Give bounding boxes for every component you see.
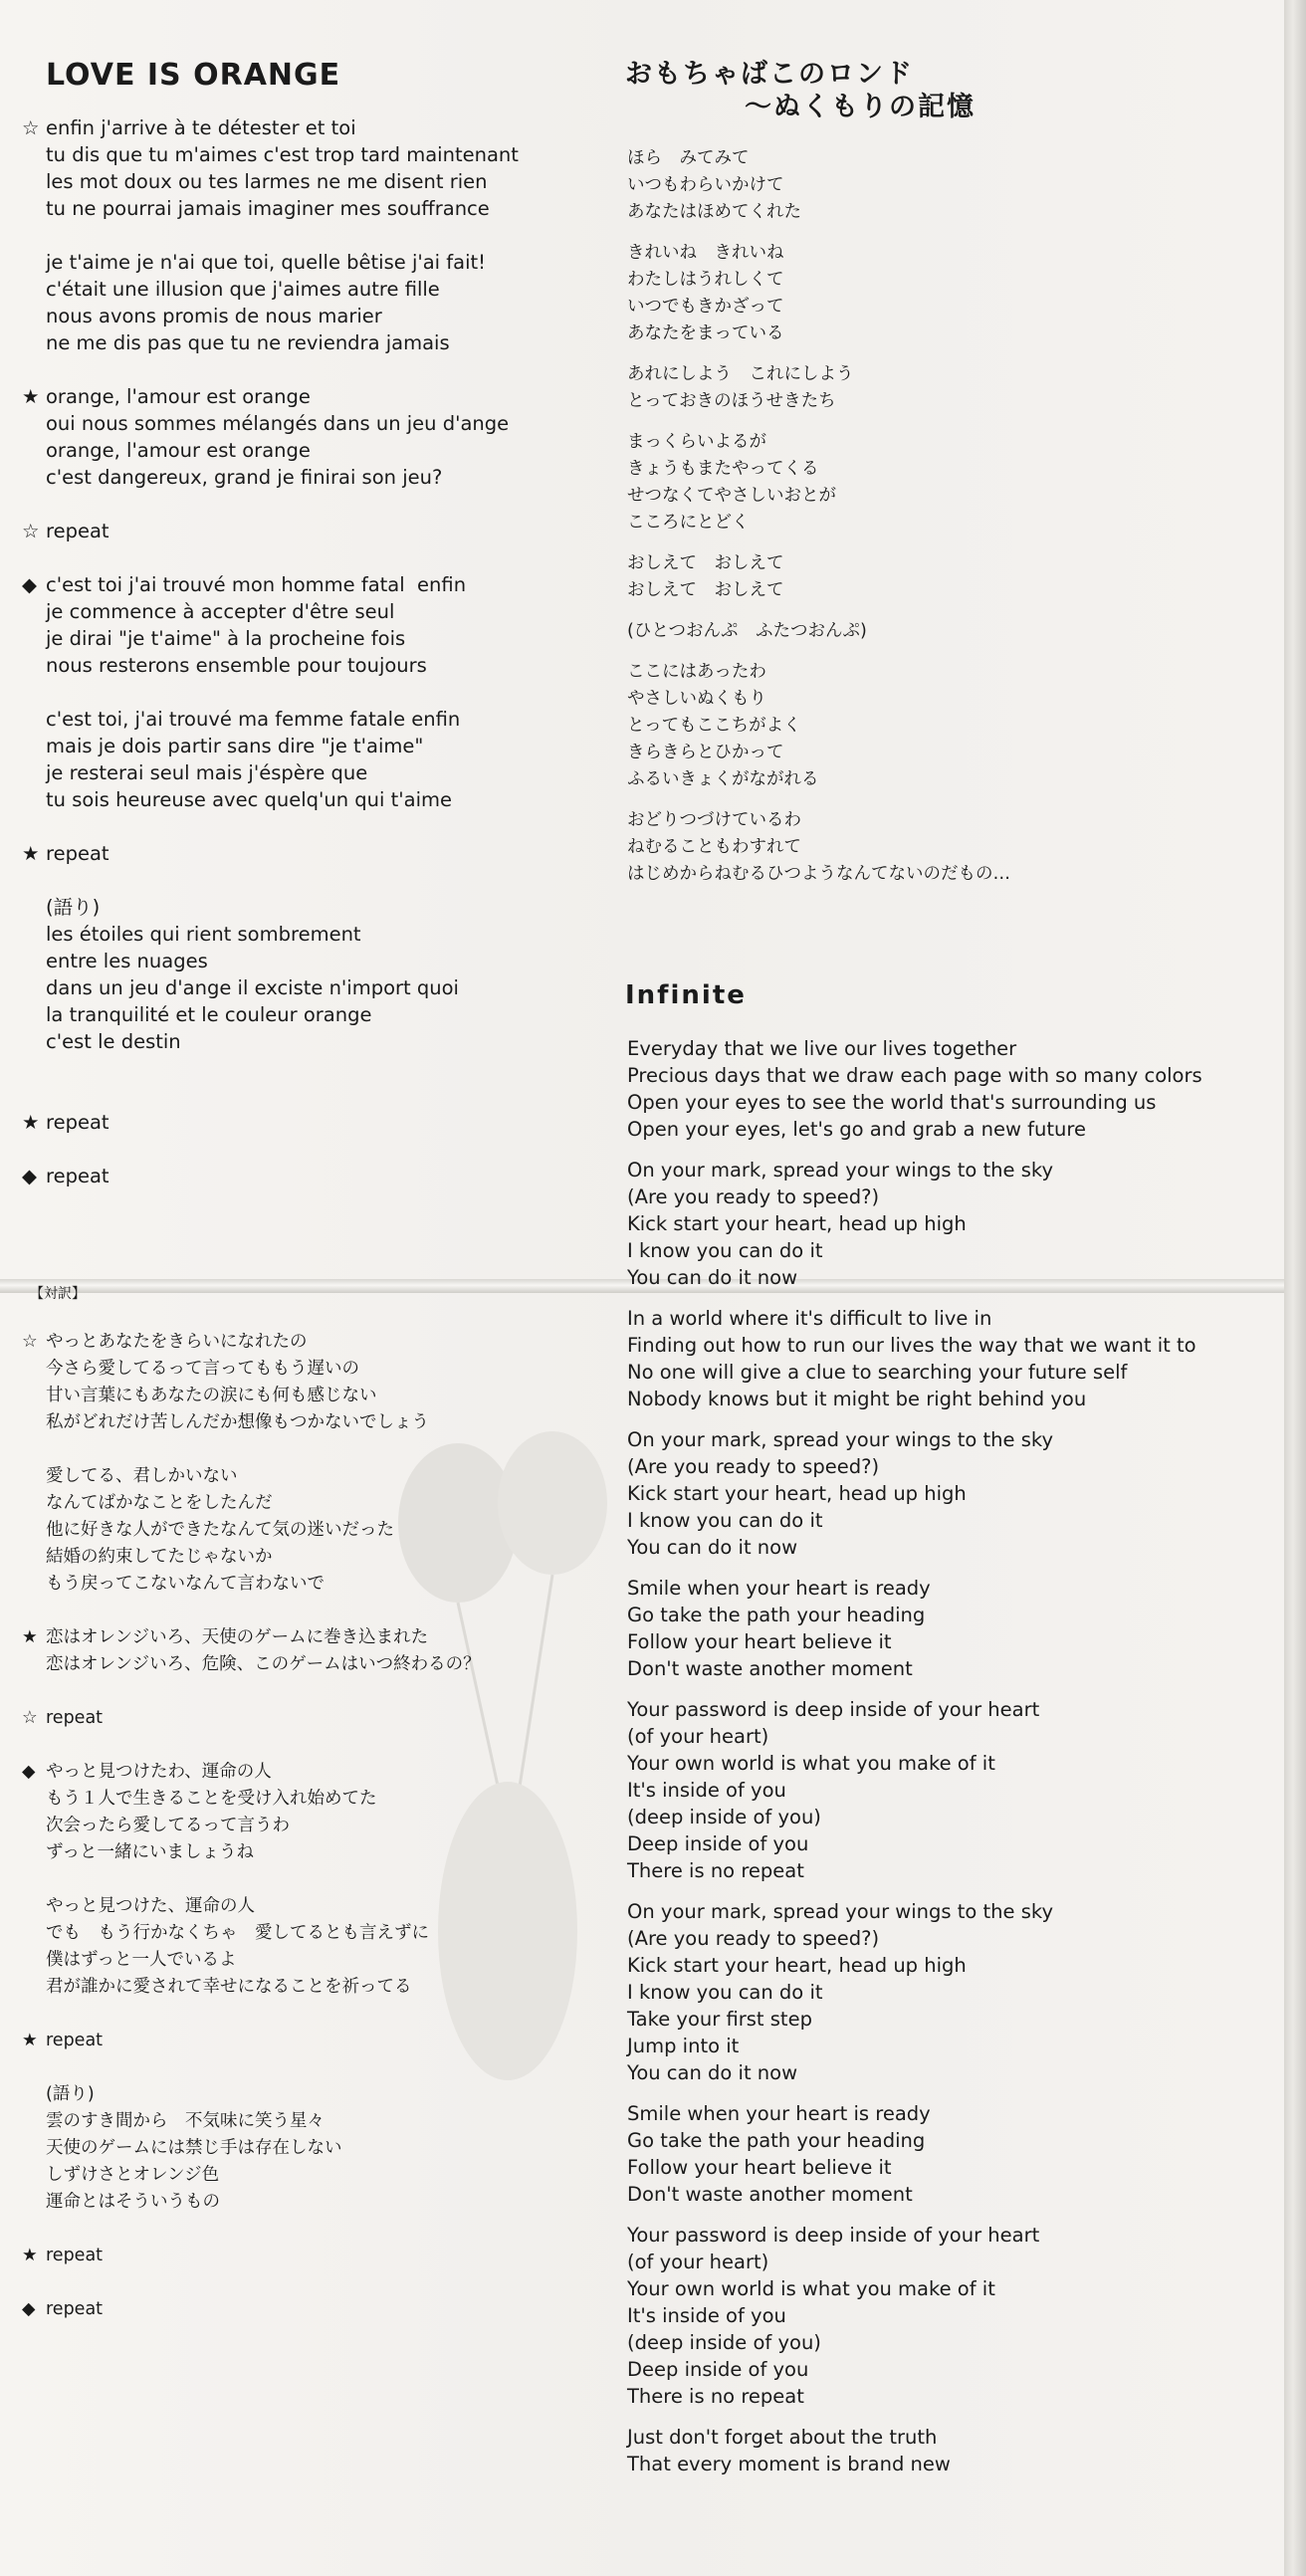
lyric-text: でも もう行かなくちゃ 愛してるとも言えずに — [46, 1923, 429, 1943]
lyric-line — [22, 840, 589, 867]
lyric-line: Don't waste another moment — [627, 1657, 913, 1680]
translation-lyrics — [22, 1329, 599, 2323]
lyric-line — [22, 1678, 599, 1705]
lyric-line — [627, 1413, 1274, 1427]
lyric-text: 他に好きな人ができたなんて気の迷いだった — [46, 1520, 394, 1540]
lyric-text: repeat — [46, 2246, 104, 2265]
section-marker: ☆ — [22, 1708, 38, 1728]
lyric-line — [627, 1683, 1274, 1697]
lyric-line: いつでもきかざって — [627, 297, 784, 317]
lyric-line — [22, 1028, 589, 1055]
lyric-line: おしえて おしえて — [627, 580, 784, 600]
lyric-line — [22, 1163, 589, 1189]
lyric-line — [22, 1920, 599, 1947]
lyric-line: Take your first step — [627, 2008, 812, 2031]
lyric-line — [22, 2054, 599, 2081]
lyric-line: Your password is deep inside of your heart — [627, 2224, 1040, 2247]
lyric-text: les mot doux ou tes larmes ne me disent rien — [46, 170, 488, 193]
lyric-line — [22, 2269, 599, 2296]
section-marker: ◆ — [22, 1762, 36, 1782]
lyric-line: はじめからねむるひつようなんてないのだもの… — [627, 864, 1010, 884]
lyric-line: Don't waste another moment — [627, 2183, 913, 2206]
lyric-line: Precious days that we draw each page with so many colors — [627, 1064, 1202, 1087]
lyric-line — [22, 974, 589, 1001]
lyric-line: Follow your heart believe it — [627, 1630, 892, 1653]
lyric-line: せつなくてやさしいおとが — [627, 486, 836, 506]
lyric-line: ここにはあったわ — [627, 662, 766, 682]
lyric-line — [22, 1624, 599, 1651]
lyric-line — [22, 733, 589, 759]
lyric-text: 結婚の約束してたじゃないか — [46, 1547, 273, 1567]
lyric-line: Nobody knows but it might be right behind you — [627, 1388, 1087, 1410]
lyric-line — [22, 894, 589, 921]
lyric-line: You can do it now — [627, 1536, 798, 1559]
lyric-line: やさしいぬくもり — [627, 689, 766, 709]
lyric-line — [22, 437, 589, 464]
lyric-line: On your mark, spread your wings to the sky — [627, 1159, 1054, 1181]
lyric-text: 愛してる、君しかいない — [46, 1466, 238, 1486]
lyric-text: やっと見つけた、運命の人 — [46, 1896, 255, 1916]
lyric-line: こころにとどく — [627, 513, 750, 533]
lyric-line — [22, 1947, 599, 1974]
lyric-text: tu sois heureuse avec quelq'un qui t'aime — [46, 788, 453, 811]
lyric-line — [22, 1136, 589, 1163]
lyric-text: tu ne pourrai jamais imaginer mes souffrance — [46, 197, 490, 220]
lyric-line — [22, 222, 589, 249]
lyric-text: c'est toi j'ai trouvé mon homme fatal enfin — [46, 573, 467, 596]
lyric-line: (Are you ready to speed?) — [627, 1455, 880, 1478]
lyric-line — [22, 356, 589, 383]
section-marker: ☆ — [22, 520, 40, 542]
lyric-line — [22, 464, 589, 491]
lyric-line: Open your eyes to see the world that's surrounding us — [627, 1091, 1157, 1114]
lyric-text: なんてばかなことをしたんだ — [46, 1493, 273, 1513]
lyric-line: (Are you ready to speed?) — [627, 1185, 880, 1208]
lyric-line — [22, 1001, 589, 1028]
lyric-text: enfin j'arrive à te détester et toi — [46, 116, 356, 139]
lyric-line — [627, 2209, 1274, 2223]
lyric-line: (of your heart) — [627, 2251, 769, 2273]
lyric-line — [22, 1705, 599, 1732]
lyric-line — [22, 2189, 599, 2216]
lyric-line: Everyday that we live our lives together — [627, 1037, 1017, 1060]
lyric-line — [22, 1082, 589, 1109]
lyric-text: 恋はオレンジいろ、天使のゲームに巻き込まれた — [46, 1627, 429, 1647]
love-is-orange-title: LOVE IS ORANGE — [46, 58, 341, 93]
lyric-line: Smile when your heart is ready — [627, 2102, 931, 2125]
lyric-text: もう１人で生きることを受け入れ始めてた — [46, 1789, 377, 1809]
lyric-line: You can do it now — [627, 1266, 798, 1289]
lyric-line — [22, 2081, 599, 2108]
lyric-line — [22, 168, 589, 195]
lyric-line — [22, 1974, 599, 2001]
lyric-text: tu dis que tu m'aimes c'est trop tard maintenant — [46, 143, 519, 166]
lyric-line: On your mark, spread your wings to the sky — [627, 1900, 1054, 1923]
lyric-line: あなたはほめてくれた — [627, 202, 801, 222]
lyric-line — [22, 491, 589, 518]
lyric-line: ふるいきょくがながれる — [627, 769, 819, 789]
lyric-text: repeat — [46, 1111, 109, 1134]
lyric-line — [22, 706, 589, 733]
lyric-text: entre les nuages — [46, 950, 208, 972]
section-marker: ★ — [22, 1111, 40, 1134]
lyric-text: orange, l'amour est orange — [46, 439, 311, 462]
lyric-text: repeat — [46, 2299, 104, 2319]
lyric-line: Follow your heart believe it — [627, 2156, 892, 2179]
lyric-line — [22, 2001, 599, 2028]
lyric-line — [22, 1651, 599, 1678]
lyric-line — [22, 1893, 599, 1920]
infinite-title: Infinite — [625, 980, 747, 1010]
omocha-title — [625, 58, 976, 123]
lyric-line: Your password is deep inside of your heart — [627, 1698, 1040, 1721]
lyric-line: There is no repeat — [627, 1859, 804, 1882]
lyric-line — [627, 415, 1244, 429]
paper-edge — [1284, 0, 1306, 2576]
lyric-line — [22, 276, 589, 303]
lyric-text: la tranquilité et le couleur orange — [46, 1003, 372, 1026]
lyric-line: (deep inside of you) — [627, 1806, 821, 1828]
lyric-line — [22, 1436, 599, 1463]
lyric-line: あなたをまっている — [627, 323, 784, 343]
lyric-line — [22, 410, 589, 437]
lyric-line: Go take the path your heading — [627, 2129, 926, 2152]
lyric-line: Go take the path your heading — [627, 1604, 926, 1626]
lyric-line: I know you can do it — [627, 1239, 823, 1262]
lyric-line: No one will give a clue to searching your future self — [627, 1361, 1128, 1384]
lyric-text: c'est le destin — [46, 1030, 181, 1053]
lyric-line — [22, 867, 589, 894]
lyric-line: You can do it now — [627, 2061, 798, 2084]
lyric-line: In a world where it's difficult to live in — [627, 1307, 992, 1330]
lyric-text: c'était une illusion que j'aimes autre fille — [46, 278, 440, 301]
lyric-text: c'est toi, j'ai trouvé ma femme fatale enfin — [46, 708, 461, 731]
lyric-line: Open your eyes, let's go and grab a new future — [627, 1118, 1086, 1141]
lyric-text: 運命とはそういうもの — [46, 2192, 220, 2212]
lyric-text: repeat — [46, 520, 109, 542]
lyric-text: (語り) — [46, 896, 101, 919]
lyric-line — [22, 383, 589, 410]
lyric-line: (ひとつおんぷ ふたつおんぷ) — [627, 621, 867, 641]
lyric-line — [22, 759, 589, 786]
lyric-line — [22, 2216, 599, 2243]
lyric-line: It's inside of you — [627, 1779, 786, 1802]
lyric-text: もう戻ってこないなんて言わないで — [46, 1574, 325, 1594]
lyric-line: きれいね きれいね — [627, 243, 784, 263]
lyric-text: oui nous sommes mélangés dans un jeu d'ange — [46, 412, 510, 435]
lyric-line: とってもここちがよく — [627, 716, 801, 736]
lyric-line — [22, 1517, 599, 1544]
lyric-line: There is no repeat — [627, 2385, 804, 2408]
lyric-line: Finding out how to run our lives the way that we want it to — [627, 1334, 1197, 1357]
lyric-line: I know you can do it — [627, 1981, 823, 2004]
lyric-line — [22, 1109, 589, 1136]
lyric-line: That every moment is brand new — [627, 2453, 951, 2475]
lyric-line — [22, 948, 589, 974]
lyric-line: Just don't forget about the truth — [627, 2426, 938, 2449]
infinite-lyrics — [627, 1036, 1274, 2478]
lyric-line: Deep inside of you — [627, 1832, 809, 1855]
section-marker: ◆ — [22, 1165, 37, 1187]
lyric-text: 君が誰かに愛されて幸せになることを祈ってる — [46, 1977, 412, 1997]
lyric-line — [627, 537, 1244, 550]
lyric-line — [627, 604, 1244, 618]
omocha-lyrics — [627, 145, 1244, 888]
lyric-line — [22, 1732, 599, 1759]
lyric-text: orange, l'amour est orange — [46, 385, 311, 408]
lyric-line: きょうもまたやってくる — [627, 459, 819, 479]
lyric-line — [22, 544, 589, 571]
section-marker: ☆ — [22, 116, 40, 139]
lyric-text: je t'aime je n'ai que toi, quelle bêtise j'ai fait! — [46, 251, 486, 274]
section-marker: ☆ — [22, 1332, 38, 1352]
lyric-line — [22, 813, 589, 840]
lyric-text: 私がどれだけ苦しんだか想像もつかないでしょう — [46, 1412, 429, 1432]
lyric-line — [22, 2296, 599, 2323]
lyric-line: きらきらとひかって — [627, 743, 784, 762]
lyric-line — [22, 195, 589, 222]
lyric-text: repeat — [46, 2031, 104, 2050]
lyric-text: nous resterons ensemble pour toujours — [46, 654, 427, 677]
lyric-text: les étoiles qui rient sombrement — [46, 923, 361, 946]
lyric-text: repeat — [46, 1708, 104, 1728]
lyric-line: いつもわらいかけて — [627, 175, 784, 195]
lyric-line: とっておきのほうせきたち — [627, 391, 836, 411]
lyric-text: 雲のすき間から 不気味に笑う星々 — [46, 2111, 325, 2131]
translation-label: 【対訳】 — [30, 1286, 86, 1302]
lyric-line — [22, 249, 589, 276]
lyric-line — [22, 1544, 599, 1571]
lyric-line: (deep inside of you) — [627, 2331, 821, 2354]
lyric-line: (of your heart) — [627, 1725, 769, 1748]
lyric-line — [627, 645, 1244, 659]
lyric-line — [22, 1571, 599, 1598]
lyric-text: 僕はずっと一人でいるよ — [46, 1950, 237, 1970]
lyric-line: おどりつづけているわ — [627, 810, 801, 830]
lyric-line: (Are you ready to speed?) — [627, 1927, 880, 1950]
omocha-title-line-1: おもちゃばこのロンド — [625, 59, 914, 90]
section-marker: ★ — [22, 385, 40, 408]
lyric-line — [22, 2108, 599, 2135]
lyric-line — [627, 1885, 1274, 1899]
lyric-line — [22, 1055, 589, 1082]
omocha-title-line-2: 〜ぬくもりの記憶 — [745, 92, 976, 122]
lyric-line: あれにしよう これにしよう — [627, 364, 854, 384]
lyric-line — [627, 226, 1244, 240]
lyric-text: ずっと一緒にいましょうね — [46, 1842, 254, 1862]
lyric-line — [22, 921, 589, 948]
lyric-line — [22, 141, 589, 168]
lyric-text: nous avons promis de nous marier — [46, 305, 382, 327]
lyric-line: Kick start your heart, head up high — [627, 1212, 967, 1235]
lyric-line — [22, 114, 589, 141]
lyric-line: わたしはうれしくて — [627, 270, 784, 290]
lyric-line: Kick start your heart, head up high — [627, 1482, 967, 1505]
lyric-line — [22, 1598, 599, 1624]
section-marker: ◆ — [22, 573, 37, 596]
section-marker: ★ — [22, 1627, 38, 1647]
lyric-text: 今さら愛してるって言ってももう遅いの — [46, 1359, 359, 1379]
lyric-line — [22, 786, 589, 813]
lyric-line — [22, 1490, 599, 1517]
lyric-line — [627, 1292, 1274, 1306]
lyric-line — [22, 598, 589, 625]
lyric-line: On your mark, spread your wings to the sky — [627, 1428, 1054, 1451]
lyric-text: 甘い言葉にもあなたの涙にも何も感じない — [46, 1386, 377, 1405]
lyric-line: ねむることもわすれて — [627, 837, 801, 857]
lyric-text: dans un jeu d'ange il exciste n'import quoi — [46, 976, 459, 999]
lyric-line — [22, 1329, 599, 1356]
section-marker: ★ — [22, 2246, 38, 2265]
lyric-line: Your own world is what you make of it — [627, 1752, 995, 1775]
lyric-line — [22, 625, 589, 652]
lyric-line — [22, 2243, 599, 2269]
lyric-line — [22, 679, 589, 706]
lyric-line — [22, 571, 589, 598]
lyric-line — [22, 2028, 599, 2054]
lyric-line: It's inside of you — [627, 2304, 786, 2327]
lyric-text: ne me dis pas que tu ne reviendra jamais — [46, 331, 450, 354]
lyric-text: (語り) — [46, 2084, 95, 2104]
lyric-text: repeat — [46, 1165, 109, 1187]
lyric-text: je resterai seul mais j'éspère que — [46, 761, 368, 784]
lyric-text: 天使のゲームには禁じ手は存在しない — [46, 2138, 342, 2158]
section-marker: ◆ — [22, 2299, 36, 2319]
section-marker: ★ — [22, 2031, 38, 2050]
lyric-line — [22, 1786, 599, 1813]
love-is-orange-lyrics — [22, 114, 589, 1189]
lyric-text: しずけさとオレンジ色 — [46, 2165, 220, 2185]
lyric-line — [22, 1866, 599, 1893]
lyric-line — [22, 1356, 599, 1383]
lyric-line — [22, 1383, 599, 1409]
lyric-line — [22, 1463, 599, 1490]
lyric-line — [22, 1813, 599, 1839]
lyric-line — [22, 1759, 599, 1786]
lyric-line: おしえて おしえて — [627, 553, 784, 573]
lyric-line — [627, 1144, 1274, 1158]
lyric-text: je commence à accepter d'être seul — [46, 600, 395, 623]
lyric-line: まっくらいよるが — [627, 432, 766, 452]
lyric-line — [627, 2411, 1274, 2425]
lyric-line — [22, 518, 589, 544]
lyric-text: 次会ったら愛してるって言うわ — [46, 1816, 290, 1835]
lyric-text: やっと見つけたわ、運命の人 — [46, 1762, 272, 1782]
lyric-line — [627, 2087, 1274, 2101]
lyric-line — [627, 347, 1244, 361]
lyric-line — [627, 1562, 1274, 1576]
lyric-line: Jump into it — [627, 2035, 740, 2057]
lyric-text: c'est dangereux, grand je finirai son jeu? — [46, 466, 443, 489]
lyric-line: Smile when your heart is ready — [627, 1577, 931, 1600]
lyric-line — [22, 652, 589, 679]
lyric-line — [627, 793, 1244, 807]
lyric-line — [22, 2135, 599, 2162]
lyric-line: Deep inside of you — [627, 2358, 809, 2381]
section-marker: ★ — [22, 842, 40, 865]
lyric-line: Your own world is what you make of it — [627, 2277, 995, 2300]
lyric-line: I know you can do it — [627, 1509, 823, 1532]
lyric-text: repeat — [46, 842, 109, 865]
lyric-line — [22, 1409, 599, 1436]
lyric-text: mais je dois partir sans dire "je t'aime" — [46, 735, 424, 757]
lyric-text: 恋はオレンジいろ、危険、このゲームはいつ終わるの？ — [46, 1654, 481, 1674]
lyric-line — [22, 303, 589, 329]
lyric-line — [22, 1839, 599, 1866]
lyric-line: ほら みてみて — [627, 148, 750, 168]
lyric-line — [22, 329, 589, 356]
lyric-text: やっとあなたをきらいになれたの — [46, 1332, 308, 1352]
lyric-line — [22, 2162, 599, 2189]
lyric-line: Kick start your heart, head up high — [627, 1954, 967, 1977]
lyric-text: je dirai "je t'aime" à la procheine fois — [46, 627, 406, 650]
